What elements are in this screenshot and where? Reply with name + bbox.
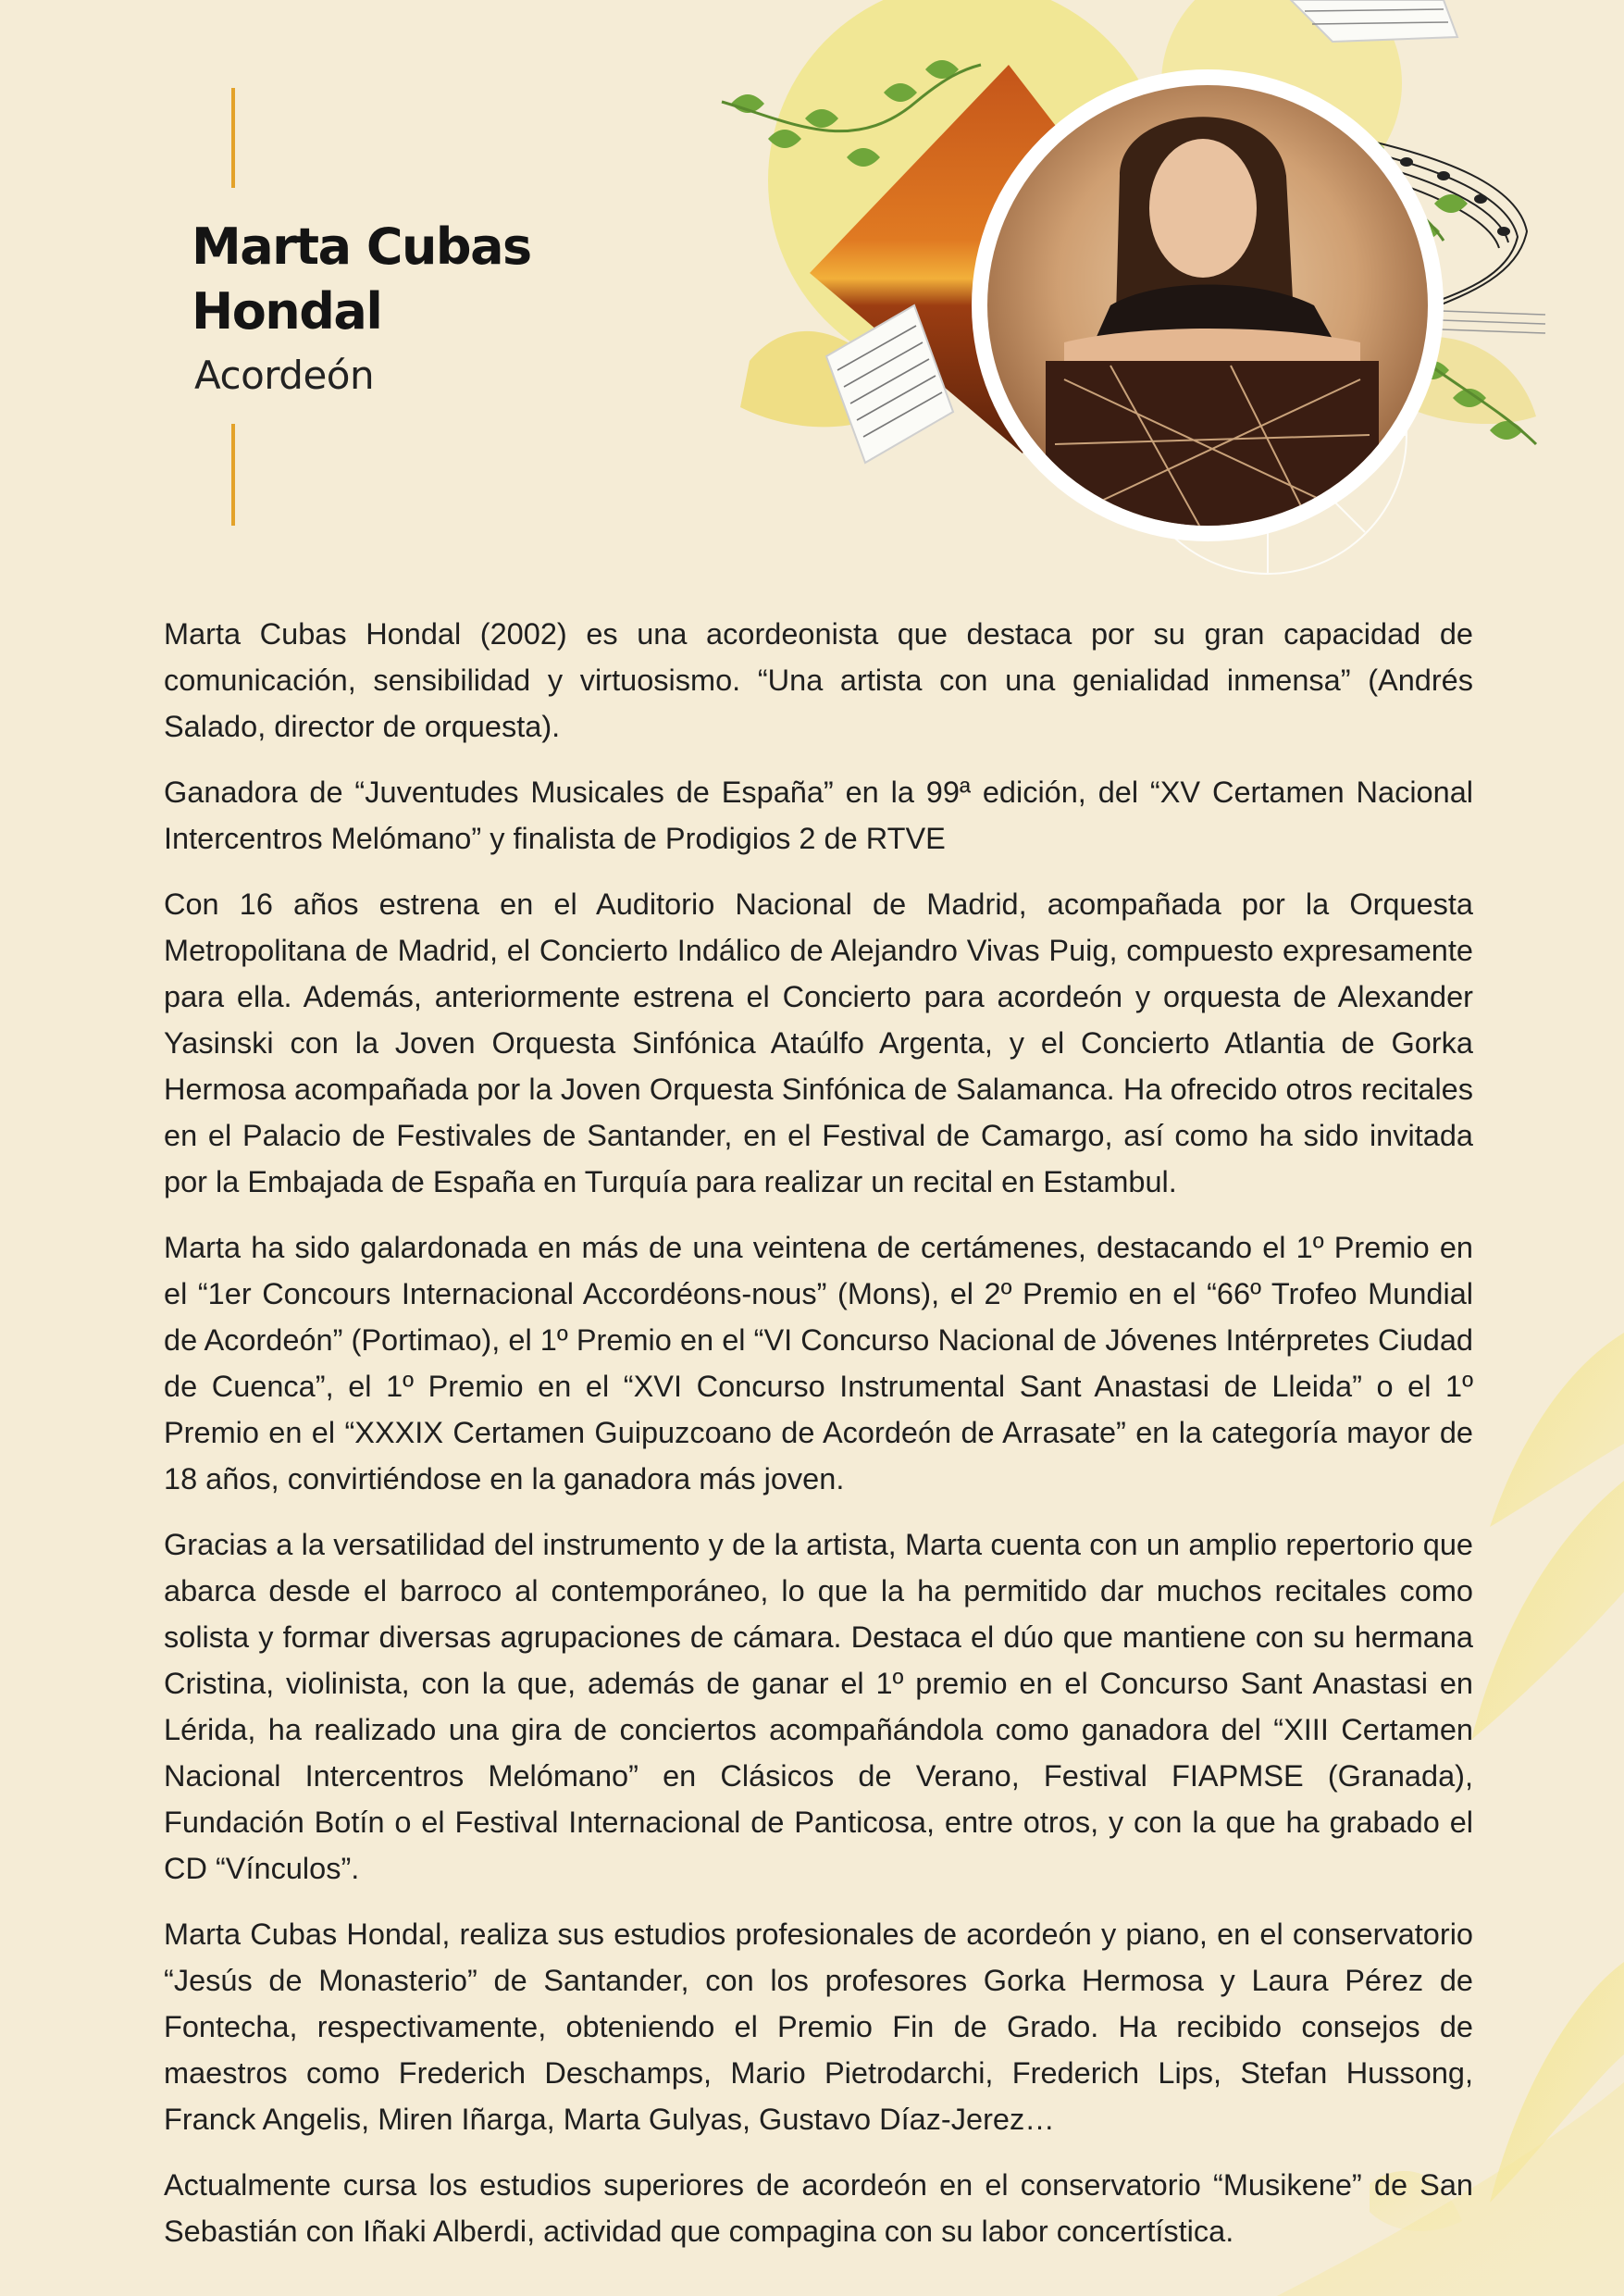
bio-paragraph: Ganadora de “Juventudes Musicales de España” en la 99ª edición, del “XV Certamen Nacional Intercentros Melómano” y finalista de Prodigios 2 de RTVE — [164, 776, 1473, 855]
bio-paragraph: Actualmente cursa los estudios superiores de acordeón en el conservatorio “Musikene” de San Sebastián con Iñaki Alberdi, actividad que compagina con su labor concertística. — [164, 2168, 1473, 2248]
artist-name-line1: Marta Cubas — [192, 217, 531, 276]
bio-paragraph: Marta Cubas Hondal, realiza sus estudios profesionales de acordeón y piano, en el conservatorio “Jesús de Monasterio” de Santander, con los profesores Gorka Hermosa y Laura Pérez de Fontecha, respectivamente, obteniendo el Premio Fin de Grado. Ha recibido consejos de maestros como Frederich Deschamps, Mario Pietrodarchi, Frederich Lips, Stefan Hussong, Franck Angelis, Miren Iñarga, Marta Gulyas, Gustavo Díaz-Jerez… — [164, 1917, 1473, 2136]
biography — [164, 611, 1473, 2274]
instrument-label: Acordeón — [194, 353, 375, 398]
bio-paragraph: Gracias a la versatilidad del instrumento y de la artista, Marta cuenta con un amplio repertorio que abarca desde el barroco al contemporáneo, lo que la ha permitido dar muchos recitales como solista y formar diversas agrupaciones de cámara. Destaca el dúo que mantiene con su hermana Cristina, violinista, con la que, además de ganar el 1º premio en el Concurso Sant Anastasi en Lérida, ha realizado una gira de conciertos acompañándola como ganadora del “XIII Certamen Nacional Intercentros Melómano” en Clásicos de Verano, Festival FIAPMSE (Granada), Fundación Botín o el Festival Internacional de Panticosa, entre otros, y con la que ha grabado el CD “Vínculos”. — [164, 1528, 1473, 1885]
accent-line-bottom — [231, 424, 235, 526]
accent-line-top — [231, 88, 235, 188]
bio-paragraph: Marta ha sido galardonada en más de una veintena de certámenes, destacando el 1º Premio en el “1er Concours Internacional Accordéons-nous” (Mons), el 2º Premio en el “66º Trofeo Mundial de Acordeón” (Portimao), el 1º Premio en el “VI Concurso Nacional de Jóvenes Intérpretes Ciudad de Cuenca”, el 1º Premio en el “XVI Concurso Instrumental Sant Anastasi de Lleida” o el 1º Premio en el “XXXIX Certamen Guipuzcoano de Acordeón de Arrasate” en la categoría mayor de 18 años, convirtiéndose en la ganadora más joven. — [164, 1231, 1473, 1496]
bio-paragraph: Marta Cubas Hondal (2002) es una acordeonista que destaca por su gran capacidad de comunicación, sensibilidad y virtuosismo. “Una artista con una genialidad inmensa” (Andrés Salado, director de orquesta). — [164, 617, 1473, 743]
artist-name-line2: Hondal — [192, 282, 382, 341]
artist-name — [192, 215, 747, 344]
bio-paragraph: Con 16 años estrena en el Auditorio Nacional de Madrid, acompañada por la Orquesta Metropolitana de Madrid, el Concierto Indálico de Alejandro Vivas Puig, compuesto expresamente para ella. Además, anteriormente estrena el Concierto para acordeón y orquesta de Alexander Yasinski con la Joven Orquesta Sinfónica Ataúlfo Argenta, y el Concierto Atlantia de Gorka Hermosa acompañada por la Joven Orquesta Sinfónica de Salamanca. Ha ofrecido otros recitales en el Palacio de Festivales de Santander, en el Festival de Camargo, así como ha sido invitada por la Embajada de España en Turquía para realizar un recital en Estambul. — [164, 887, 1473, 1198]
